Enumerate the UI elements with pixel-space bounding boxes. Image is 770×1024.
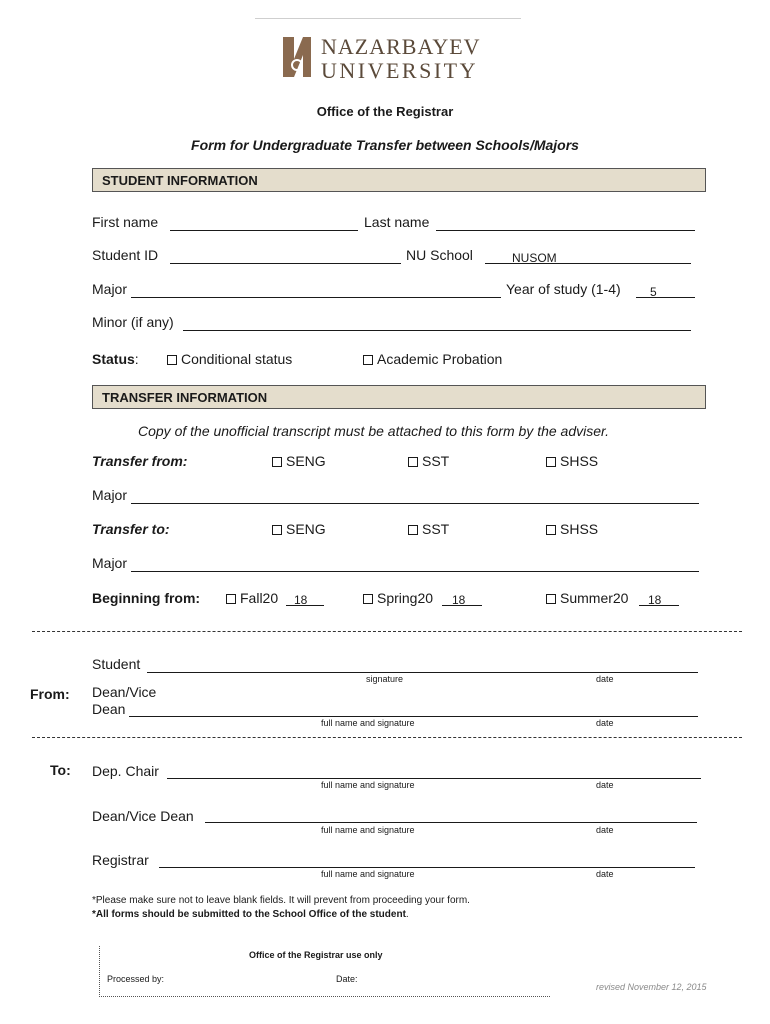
student-information-heading-text: STUDENT INFORMATION: [102, 173, 258, 188]
transfer-from-label: Transfer from:: [92, 453, 188, 469]
to-major-label: Major: [92, 555, 128, 571]
registrar-signature-field[interactable]: [159, 867, 695, 868]
academic-probation-checkbox[interactable]: [363, 355, 373, 365]
to-label: To:: [50, 762, 71, 778]
from-dean-signature-field[interactable]: [129, 716, 698, 717]
term-fall-option[interactable]: [226, 590, 278, 606]
term-fall-checkbox[interactable]: [226, 594, 236, 604]
form-title: Form for Undergraduate Transfer between Schools/Majors: [191, 137, 579, 153]
from-shss-option[interactable]: [546, 453, 598, 469]
nu-school-value: NUSOM: [512, 251, 557, 265]
to-seng-label: SENG: [286, 521, 326, 537]
to-sst-option[interactable]: [408, 521, 449, 537]
from-seng-option[interactable]: [272, 453, 326, 469]
student-id-label: Student ID: [92, 247, 159, 263]
dep-chair-signature-field[interactable]: [167, 778, 701, 779]
processed-by-label: Processed by:: [107, 974, 165, 984]
transcript-note: Copy of the unofficial transcript must be attached to this form by the adviser.: [138, 423, 610, 439]
submission-note-text: *All forms should be submitted to the School Office of the student: [92, 909, 406, 920]
from-seng-label: SENG: [286, 453, 326, 469]
registrar-use-title: Office of the Registrar use only: [249, 950, 383, 960]
first-name-label: First name: [92, 214, 159, 230]
last-name-label: Last name: [364, 214, 430, 230]
submission-note: [92, 909, 409, 920]
to-shss-label: SHSS: [560, 521, 599, 537]
academic-probation-option[interactable]: [363, 351, 502, 367]
submission-note-period: .: [405, 909, 409, 920]
to-dean-label: Dean/Vice Dean: [92, 808, 194, 824]
from-major-field[interactable]: [131, 503, 699, 504]
term-spring-value: 18: [452, 593, 466, 607]
last-name-field[interactable]: [436, 230, 695, 231]
registrar-label: Registrar: [92, 852, 149, 868]
term-summer-value: 18: [648, 593, 662, 607]
term-spring-checkbox[interactable]: [363, 594, 373, 604]
university-emblem-icon: [281, 35, 313, 79]
registrar-date-caption: date: [596, 869, 614, 879]
from-dean-label-line2: Dean: [92, 701, 126, 717]
major-field[interactable]: [131, 297, 501, 298]
beginning-from-label: Beginning from:: [92, 590, 201, 606]
dep-chair-date-caption: date: [596, 780, 614, 790]
blank-fields-note: *Please make sure not to leave blank fields. It will prevent from proceeding your form.: [92, 895, 470, 906]
academic-probation-label: Academic Probation: [377, 351, 503, 367]
logo-line1: NAZARBAYEV: [321, 34, 481, 59]
nu-school-label: NU School: [406, 247, 473, 263]
from-major-label: Major: [92, 487, 128, 503]
term-summer-checkbox[interactable]: [546, 594, 556, 604]
to-dean-date-caption: date: [596, 825, 614, 835]
transfer-information-heading-text: TRANSFER INFORMATION: [102, 390, 268, 405]
from-dean-date-caption: date: [596, 718, 614, 728]
office-title: Office of the Registrar: [316, 104, 454, 119]
conditional-status-option[interactable]: [167, 351, 292, 367]
section-divider: [32, 737, 742, 738]
to-sst-label: SST: [422, 521, 450, 537]
to-seng-option[interactable]: [272, 521, 326, 537]
from-label: From:: [30, 686, 70, 702]
registrar-date-label: Date:: [336, 974, 358, 984]
term-fall-label: Fall20: [240, 590, 279, 606]
status-label-text: Status: [92, 351, 135, 367]
from-shss-label: SHSS: [560, 453, 599, 469]
student-date-caption: date: [596, 674, 614, 684]
student-signature-field[interactable]: [147, 672, 698, 673]
conditional-status-label: Conditional status: [181, 351, 293, 367]
from-shss-checkbox[interactable]: [546, 457, 556, 467]
year-of-study-value: 5: [650, 285, 657, 299]
student-signature-caption: signature: [366, 674, 404, 684]
dep-chair-name-caption: full name and signature: [321, 780, 415, 790]
from-sst-option[interactable]: [408, 453, 449, 469]
term-summer-label: Summer20: [560, 590, 629, 606]
transfer-to-label: Transfer to:: [92, 521, 170, 537]
student-signature-label: Student: [92, 656, 141, 672]
registrar-name-caption: full name and signature: [321, 869, 415, 879]
to-major-field[interactable]: [131, 571, 699, 572]
from-dean-label-line1: Dean/Vice: [92, 684, 157, 700]
term-spring-label: Spring20: [377, 590, 434, 606]
student-id-field[interactable]: [170, 263, 401, 264]
status-colon: :: [134, 351, 139, 367]
logo-line2: UNIVERSITY: [321, 58, 478, 83]
first-name-field[interactable]: [170, 230, 358, 231]
status-label: [92, 351, 139, 367]
to-dean-name-caption: full name and signature: [321, 825, 415, 835]
revision-date: revised November 12, 2015: [596, 982, 707, 992]
to-sst-checkbox[interactable]: [408, 525, 418, 535]
student-information-heading: [92, 168, 706, 192]
year-of-study-label: Year of study (1-4): [506, 281, 621, 297]
to-shss-option[interactable]: [546, 521, 598, 537]
term-fall-value: 18: [294, 593, 308, 607]
from-sst-checkbox[interactable]: [408, 457, 418, 467]
from-sst-label: SST: [422, 453, 450, 469]
conditional-status-checkbox[interactable]: [167, 355, 177, 365]
to-dean-signature-field[interactable]: [205, 822, 697, 823]
transfer-information-heading: [92, 385, 706, 409]
registrar-use-box: [99, 946, 550, 997]
term-summer-option[interactable]: [546, 590, 628, 606]
dep-chair-label: Dep. Chair: [92, 763, 159, 779]
to-seng-checkbox[interactable]: [272, 525, 282, 535]
to-shss-checkbox[interactable]: [546, 525, 556, 535]
term-spring-option[interactable]: [363, 590, 433, 606]
section-divider: [32, 631, 742, 632]
logo: [255, 18, 521, 97]
minor-label: Minor (if any): [92, 314, 174, 330]
year-of-study-field[interactable]: [636, 297, 695, 298]
from-seng-checkbox[interactable]: [272, 457, 282, 467]
minor-field[interactable]: [183, 330, 691, 331]
from-dean-name-caption: full name and signature: [321, 718, 415, 728]
major-label: Major: [92, 281, 128, 297]
